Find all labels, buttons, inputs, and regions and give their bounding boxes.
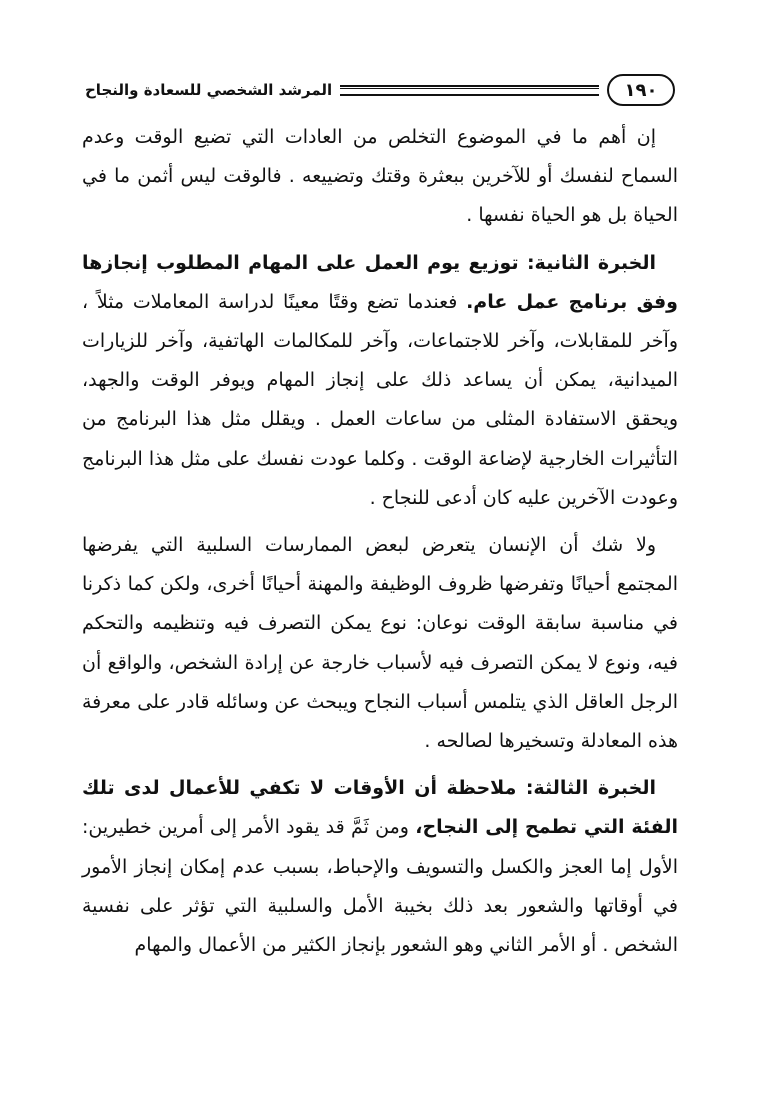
- header-rule: [340, 85, 599, 96]
- book-title: المرشد الشخصي للسعادة والنجاح: [85, 81, 333, 99]
- paragraph-1: [82, 118, 678, 236]
- paragraph-2: [82, 244, 678, 518]
- running-header: [85, 68, 675, 112]
- paragraph-4: [82, 769, 678, 965]
- paragraph-lead: الخبرة الثانية: توزيع يوم العمل على المهام المطلوب إنجازها وفق برنامج عمل عام.: [82, 251, 678, 313]
- page-number: ١٩٠: [607, 74, 675, 106]
- paragraph-3: [82, 526, 678, 761]
- paragraph-text: ومن ثَمَّ قد يقود الأمر إلى أمرين خطيرين: الأول إما العجز والكسل والتسويف والإحباط، بسبب عدم إمكان إنجاز الأمور في أوقاتها والشعور بعد ذلك بخيبة الأمل والسلبية التي تؤثر على نفسية الشخص . أو الأمر الثاني وهو الشعور بإنجاز الكثير من الأعمال والمهام: [82, 816, 678, 957]
- paragraph-text: إن أهم ما في الموضوع التخلص من العادات التي تضيع الوقت وعدم السماح لنفسك أو للآخرين ببعثرة وقتك وتضييعه . فالوقت ليس أثمن ما في الحياة بل هو الحياة نفسها .: [82, 126, 678, 227]
- page-body: [82, 118, 678, 969]
- paragraph-text: فعندما تضع وقتًا معينًا لدراسة المعاملات مثلاً ، وآخر للمقابلات، وآخر للاجتماعات، وآخر للمكالمات الهاتفية، وآخر للزيارات الميدانية، يمكن أن يساعد ذلك على إنجاز المهام ويوفر الوقت والجهد، ويحقق الاستفادة المثلى من ساعات العمل . ويقلل مثل هذا البرنامج من التأثيرات الخارجية لإضاعة الوقت . وكلما عودت نفسك على مثل هذا البرنامج وعودت الآخرين عليه كان أدعى للنجاح .: [82, 290, 678, 509]
- paragraph-lead: الخبرة الثالثة: ملاحظة أن الأوقات لا تكفي للأعمال لدى تلك الفئة التي تطمح إلى النجاح،: [82, 777, 678, 839]
- paragraph-text: ولا شك أن الإنسان يتعرض لبعض الممارسات السلبية التي يفرضها المجتمع أحيانًا وتفرضها ظروف الوظيفة والمهنة أحيانًا أخرى، ولكن كما ذكرنا في مناسبة سابقة الوقت نوعان: نوع يمكن التصرف فيه وتنظيمه والتحكم فيه، ونوع لا يمكن التصرف فيه لأسباب خارجة عن إرادة الشخص، والواقع أن الرجل العاقل الذي يتلمس أسباب النجاح ويبحث عن وسائله قادر على معرفة هذه المعادلة وتسخيرها لصالحه .: [82, 534, 678, 753]
